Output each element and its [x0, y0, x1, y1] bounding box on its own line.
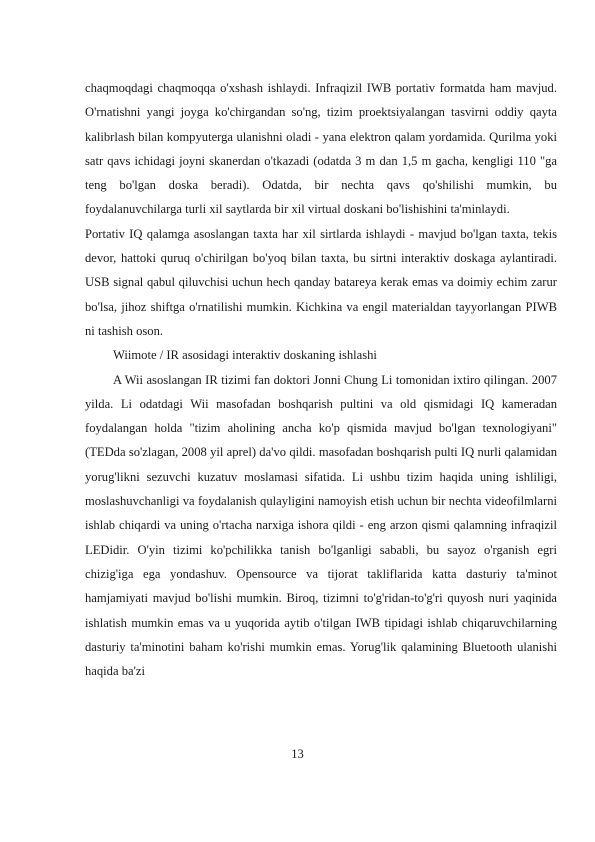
text-body [85, 76, 557, 683]
paragraph-portable-ir-pen: Portativ IQ qalamga asoslangan taxta har xil sirtlarda ishlaydi - mavjud bo'lgan taxta, tekis devor, hattoki quruq o'chirilgan bo'yoq bilan taxta, bu sirtni interaktiv doskaga aylantiradi. USB signal qabul qiluvchisi uchun hech qanday batareya kerak emas va doimiy echim zarur bo'lsa, jihoz shiftga o'rnatilishi mumkin. Kichkina va engil materialdan tayyorlangan PIWB ni tashish oson. [85, 226, 557, 338]
paragraph-infrared-portable: chaqmoqdagi chaqmoqqa o'xshash ishlaydi. Infraqizil IWB portativ formatda ham mavjud. O'rnatishni yangi joyga ko'chirgandan so'ng, tizim proektsiyalangan tasvirni oddiy qayta kalibrlash bilan kompyuterga ulanishni oladi - yana elektron qalam yordamida. Qurilma yoki satr qavs ichidagi joyni skanerdan o'tkazadi (odatda 3 m dan 1,5 m gacha, kengligi 110 "ga teng bo'lgan doska beradi). Odatda, bir nechta qavs qo'shilishi mumkin, bu foydalanuvchilarga turli xil saytlarda bir xil virtual doskani bo'lishishini ta'minlaydi. [85, 81, 557, 217]
section-heading-wiimote: Wiimote / IR asosidagi interaktiv doskaning ishlashi [113, 348, 377, 363]
paragraph-wii-system: A Wii asoslangan IR tizimi fan doktori Jonni Chung Li tomonidan ixtiro qilingan. 2007 yilda. Li odatdagi Wii masofadan boshqarish pultini va old qismidagi IQ kameradan foydalangan holda "tizim aholining ancha ko'p qismida mavjud bo'lgan texnologiyani" (TEDda so'zlagan, 2008 yil aprel) da'vo qildi. masofadan boshqarish pulti IQ nurli qalamidan yorug'likni sezuvchi kuzatuv moslamasi sifatida. Li ushbu tizim haqida uning ishliligi, moslashuvchanligi va foydalanish qulayligini namoyish etish uchun bir nechta videofilmlarni ishlab chiqardi va uning o'rtacha narxiga ishora qildi - eng arzon qismi qalamning infraqizil LEDidir. O'yin tizimi ko'pchilikka tanish bo'lganligi sababli, bu sayoz o'rganish egri chizig'iga ega yondashuv. Opensource va tijorat takliflarida katta dasturiy ta'minot hamjamiyati mavjud bo'lishi mumkin. Biroq, tizimni to'g'ridan-to'g'ri quyosh nuri yaqinida ishlatish mumkin emas va u yuqorida aytib o'tilgan IWB tipidagi ishlab chiqaruvchilarning dasturiy ta'minotini baham ko'rishi mumkin emas. Yorug'lik qalamining Bluetooth ulanishi haqida ba'zi [85, 372, 557, 679]
page-number: 13 [291, 747, 304, 761]
